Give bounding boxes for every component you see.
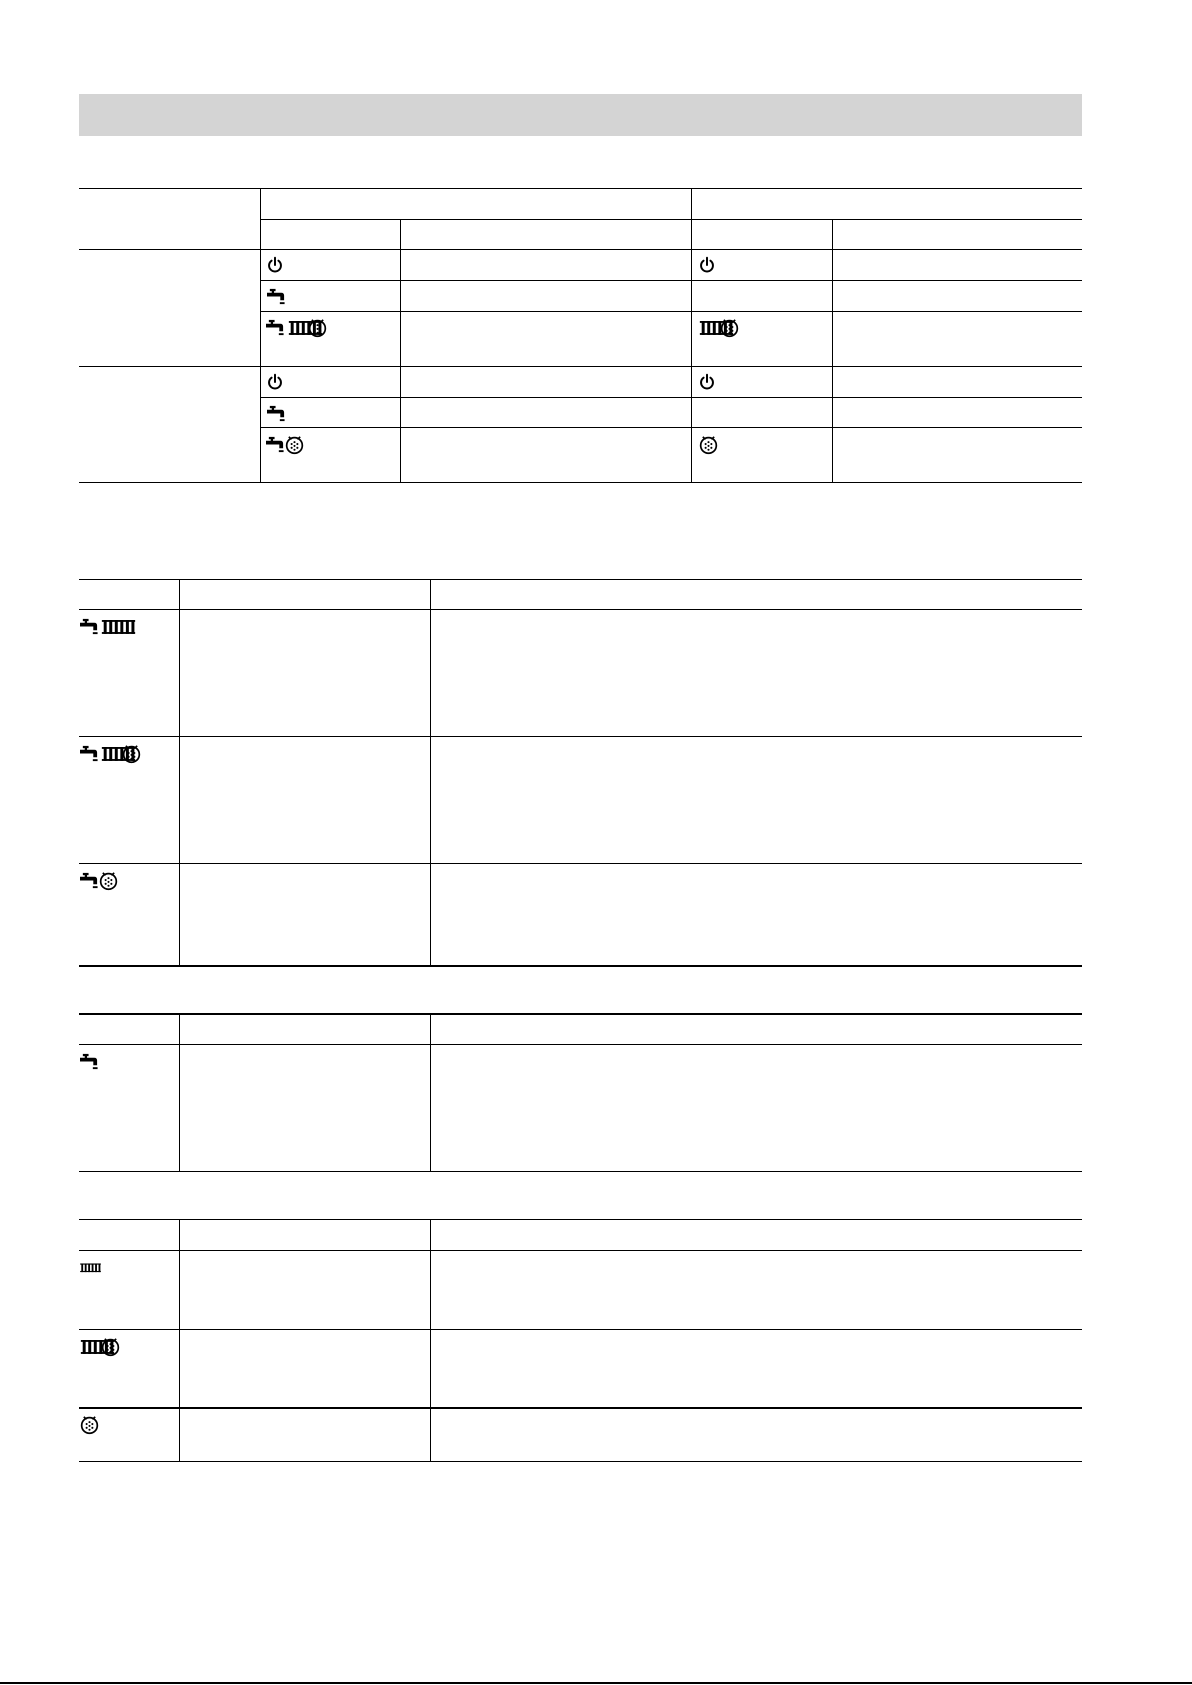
table-column-rule — [260, 188, 261, 482]
table-rule — [79, 1329, 1082, 1330]
frost-protection-icon — [121, 743, 142, 764]
table-rule — [79, 965, 1082, 967]
radiator-icon — [100, 617, 137, 636]
table-rule — [79, 482, 1082, 483]
tap-icon — [266, 404, 287, 423]
table-rule — [260, 427, 1082, 428]
table-column-rule — [179, 579, 180, 966]
tap-icon — [79, 617, 100, 636]
table-column-rule — [691, 188, 692, 482]
table-rule — [79, 863, 1082, 864]
table-rule — [260, 397, 1082, 398]
tap-icon — [79, 744, 100, 763]
tap-icon — [79, 1052, 100, 1071]
table-rule — [79, 249, 1082, 250]
table-rule — [79, 1407, 1082, 1409]
radiator-icon — [79, 1258, 102, 1277]
tap-icon — [265, 435, 286, 454]
table-column-rule — [179, 1013, 180, 1171]
table-column-rule — [400, 219, 401, 482]
table-rule — [79, 1044, 1082, 1045]
tap-icon — [79, 871, 100, 890]
table-column-rule — [430, 1219, 431, 1461]
table-column-rule — [179, 1219, 180, 1461]
table-column-rule — [430, 579, 431, 966]
standby-icon — [698, 256, 716, 274]
frost-protection-icon — [719, 317, 740, 338]
table-rule — [79, 609, 1082, 610]
table-rule — [260, 311, 1082, 312]
table-rule — [79, 1219, 1082, 1220]
table-rule — [79, 579, 1082, 580]
page-bottom-rule — [0, 1682, 1192, 1684]
frost-protection-icon — [79, 1414, 100, 1435]
tap-icon — [265, 318, 286, 337]
table-rule — [79, 188, 1082, 189]
table-rule — [79, 736, 1082, 737]
table-rule — [79, 1013, 1082, 1015]
frost-protection-icon — [100, 1336, 121, 1357]
frost-protection-icon — [698, 434, 719, 455]
table-rule — [79, 366, 1082, 367]
standby-icon — [266, 373, 284, 391]
table-column-rule — [832, 219, 833, 482]
standby-icon — [698, 373, 716, 391]
frost-protection-icon — [98, 870, 119, 891]
standby-icon — [266, 256, 284, 274]
table-rule — [79, 1171, 1082, 1172]
table-rule — [260, 280, 1082, 281]
table-rule — [260, 219, 1082, 220]
table-column-rule — [430, 1013, 431, 1171]
frost-protection-icon — [284, 434, 305, 455]
section-header-bar — [79, 94, 1082, 136]
table-rule — [79, 1250, 1082, 1251]
table-rule — [79, 1461, 1082, 1462]
tap-icon — [266, 287, 287, 306]
frost-protection-icon — [307, 317, 328, 338]
